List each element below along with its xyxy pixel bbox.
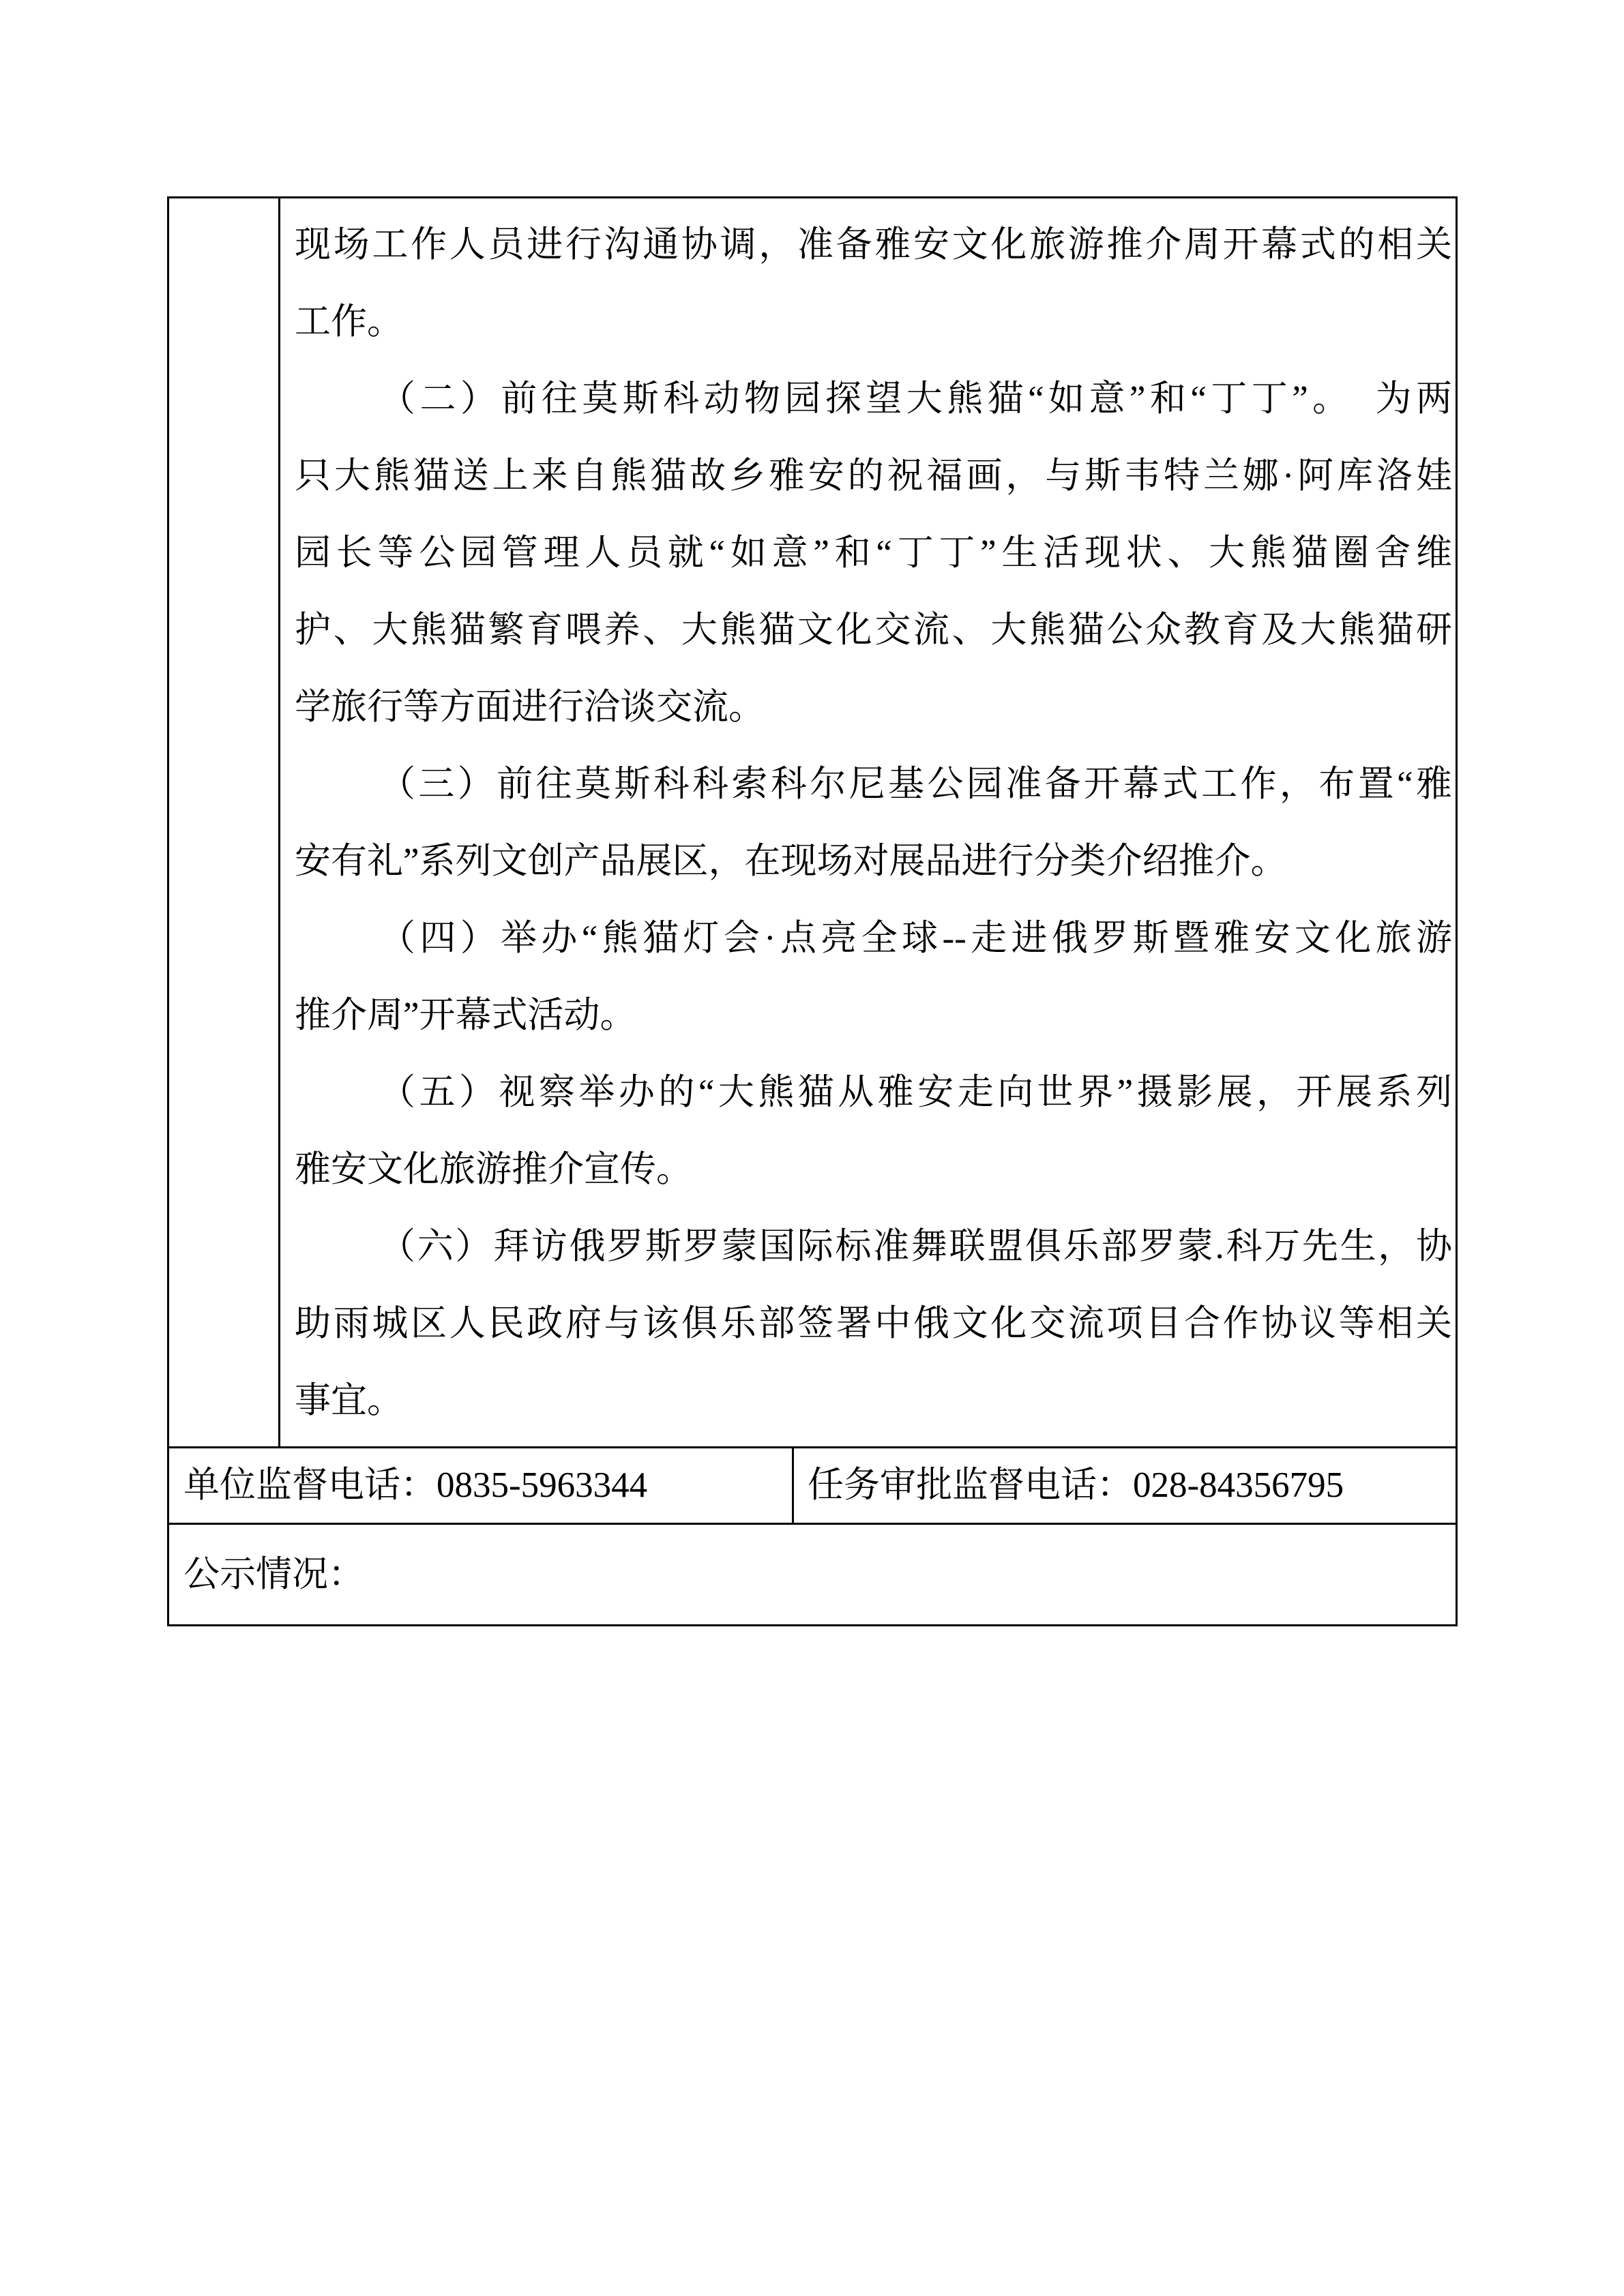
content-line: 只大熊猫送上来自熊猫故乡雅安的祝福画，与斯韦特兰娜·阿库洛娃 <box>295 456 1452 496</box>
supervision-phone-row <box>169 1448 1456 1525</box>
content-line: 工作。 <box>295 302 403 342</box>
task-supervision-phone-cell <box>794 1448 1456 1523</box>
task-content-cell <box>280 198 1456 1446</box>
task-content-row <box>169 198 1456 1448</box>
content-line: 事宜。 <box>295 1381 403 1420</box>
content-line: （二）前往莫斯科动物园探望大熊猫“如意”和“丁丁”。 为两 <box>379 379 1452 419</box>
unit-supervision-phone-label: 单位监督电话： <box>183 1465 437 1505</box>
content-line: （三）前往莫斯科科索科尔尼基公园准备开幕式工作，布置“雅 <box>379 764 1452 804</box>
content-line: 雅安文化旅游推介宣传。 <box>295 1150 692 1189</box>
approval-table <box>167 196 1458 1626</box>
content-line: 推介周”开幕式活动。 <box>295 996 636 1035</box>
content-line: （五）视察举办的“大熊猫从雅安走向世界”摄影展，开展系列 <box>379 1073 1452 1112</box>
task-supervision-phone-number: 028-84356795 <box>1133 1465 1344 1505</box>
content-line: （四）举办“熊猫灯会·点亮全球--走进俄罗斯暨雅安文化旅游 <box>379 919 1452 958</box>
unit-supervision-phone-number: 0835-5963344 <box>437 1465 648 1505</box>
content-line: 现场工作人员进行沟通协调，准备雅安文化旅游推介周开幕式的相关 <box>295 225 1452 265</box>
task-supervision-phone-label: 任务审批监督电话： <box>808 1465 1133 1505</box>
content-line: 安有礼”系列文创产品展区，在现场对展品进行分类介绍推介。 <box>295 841 1287 881</box>
content-line: 学旅行等方面进行洽谈交流。 <box>295 687 765 727</box>
publicity-status-label: 公示情况： <box>183 1554 364 1594</box>
row-label-cell <box>169 198 280 1446</box>
content-line: 园长等公园管理人员就“如意”和“丁丁”生活现状、大熊猫圈舍维 <box>295 533 1452 573</box>
content-line: （六）拜访俄罗斯罗蒙国际标准舞联盟俱乐部罗蒙.科万先生，协 <box>379 1227 1452 1266</box>
publicity-status-row <box>169 1525 1456 1624</box>
content-line: 助雨城区人民政府与该俱乐部签署中俄文化交流项目合作协议等相关 <box>295 1304 1452 1343</box>
unit-supervision-phone-cell <box>169 1448 794 1523</box>
content-line: 护、大熊猫繁育喂养、大熊猫文化交流、大熊猫公众教育及大熊猫研 <box>295 610 1452 650</box>
